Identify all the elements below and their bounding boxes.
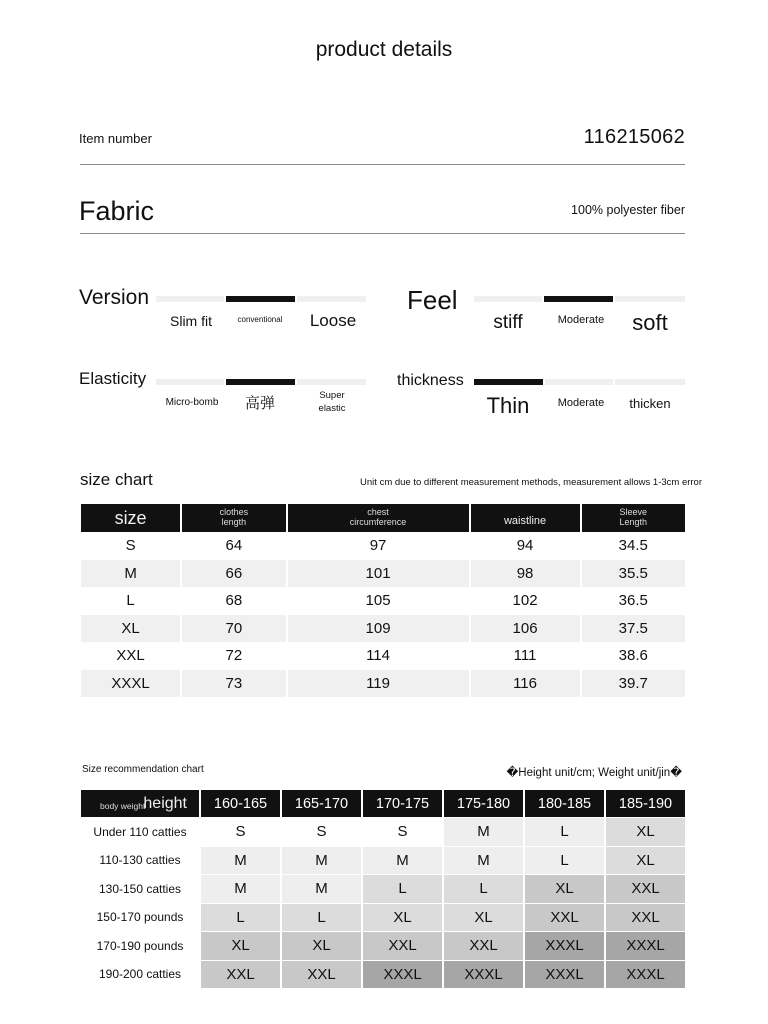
version-label: Version — [79, 286, 150, 309]
elasticity-scale-segment-3 — [297, 379, 366, 385]
measurement-cell: 66 — [182, 560, 285, 588]
recommended-size-cell: L — [444, 875, 523, 903]
divider — [80, 164, 685, 165]
recommended-size-cell: XXXL — [525, 932, 604, 960]
measurement-cell: 35.5 — [582, 560, 685, 588]
size-cell: S — [125, 537, 136, 555]
recommendation-table — [79, 789, 687, 989]
table-row — [81, 560, 685, 588]
elasticity-option-micro-bomb: Micro-bomb — [165, 397, 219, 408]
measurement-cell: 36.5 — [618, 592, 648, 610]
header-height-range: 160-165 — [201, 790, 280, 817]
item-number-label: Item number — [79, 131, 152, 146]
weight-range-label: 110-130 catties — [81, 847, 199, 875]
feel-option-soft: soft — [632, 310, 668, 335]
recommended-size-cell: XL — [525, 875, 604, 903]
measurement-cell: 34.5 — [618, 537, 648, 555]
fabric-value: 100% polyester fiber — [571, 203, 685, 217]
feel-scale-segment-1 — [474, 296, 542, 302]
thickness-option-moderate: Moderate — [557, 397, 605, 409]
table-row — [81, 642, 685, 670]
version-scale-segment-3 — [297, 296, 366, 302]
version-scale-segment-1 — [156, 296, 224, 302]
recommended-size-cell: XXL — [525, 904, 604, 932]
recommended-size-cell: XXXL — [363, 961, 442, 989]
elasticity-option-super-elastic: Super elastic — [318, 390, 346, 414]
table-row — [81, 587, 685, 615]
recommended-size-cell: XL — [282, 932, 361, 960]
size-chart-note: Unit cm due to different measurement methods, measurement allows 1-3cm error — [360, 477, 702, 488]
fabric-label: Fabric — [79, 196, 155, 226]
header-height-range: 165-170 — [282, 790, 361, 817]
recommended-size-cell: XL — [363, 904, 442, 932]
version-scale-segment-2 — [226, 296, 295, 302]
size-chart-title: size chart — [80, 470, 153, 489]
measurement-cell: 64 — [225, 537, 243, 555]
weight-range-label: Under 110 catties — [81, 818, 199, 846]
table-row — [81, 847, 685, 875]
recommended-size-cell: S — [282, 818, 361, 846]
table-row — [81, 532, 685, 560]
recommended-size-cell: L — [525, 847, 604, 875]
measurement-cell: 97 — [369, 537, 387, 555]
recommended-size-cell: XL — [606, 818, 685, 846]
measurement-cell: 39.7 — [582, 670, 685, 698]
feel-label: Feel — [407, 285, 458, 315]
measurement-cell: 38.6 — [618, 647, 648, 665]
recommended-size-cell: XL — [444, 904, 523, 932]
thickness-label: thickness — [397, 372, 464, 389]
version-option-loose: Loose — [309, 311, 357, 330]
item-number-value: 116215062 — [583, 126, 685, 148]
divider — [80, 233, 685, 234]
recommendation-note: �Height unit/cm; Weight unit/jin� — [506, 767, 682, 779]
recommended-size-cell: XXL — [282, 961, 361, 989]
thickness-option-thin: Thin — [486, 393, 530, 418]
measurement-cell: 106 — [471, 615, 580, 643]
recommended-size-cell: XL — [201, 932, 280, 960]
table-row — [81, 875, 685, 903]
recommended-size-cell: L — [282, 904, 361, 932]
recommended-size-cell: XXXL — [606, 932, 685, 960]
recommended-size-cell: M — [282, 875, 361, 903]
corner-height: height — [143, 794, 187, 812]
page-title: product details — [315, 38, 453, 61]
size-cell: XXXL — [81, 670, 180, 698]
recommended-size-cell: L — [201, 904, 280, 932]
measurement-cell: 101 — [288, 560, 469, 588]
size-chart-header-row — [81, 504, 685, 532]
recommended-size-cell: S — [201, 818, 280, 846]
recommended-size-cell: S — [363, 818, 442, 846]
recommended-size-cell: M — [201, 875, 280, 903]
recommended-size-cell: XXL — [606, 904, 685, 932]
measurement-cell: 37.5 — [582, 615, 685, 643]
measurement-cell: 73 — [182, 670, 285, 698]
size-cell: M — [81, 560, 180, 588]
version-option-slim-fit: Slim fit — [170, 313, 212, 329]
header-sleeve-length: Sleeve Length — [582, 504, 685, 532]
thickness-option-thicken: thicken — [629, 396, 671, 411]
measurement-cell: 119 — [288, 670, 469, 698]
weight-range-label: 150-170 pounds — [81, 904, 199, 932]
recommended-size-cell: L — [363, 875, 442, 903]
recommended-size-cell: XL — [606, 847, 685, 875]
measurement-cell: 114 — [366, 647, 390, 665]
thickness-scale-segment-1 — [474, 379, 543, 385]
table-row — [81, 932, 685, 960]
measurement-cell: 72 — [225, 647, 243, 665]
weight-range-label: 190-200 catties — [81, 961, 199, 989]
header-height-range: 185-190 — [606, 790, 685, 817]
recommended-size-cell: M — [201, 847, 280, 875]
version-option-conventional: conventional — [237, 315, 283, 324]
recommended-size-cell: L — [525, 818, 604, 846]
header-height-range: 175-180 — [444, 790, 523, 817]
measurement-cell: 116 — [471, 670, 580, 698]
header-height-range: 180-185 — [525, 790, 604, 817]
header-clothes-length: clothes length — [182, 504, 285, 532]
recommended-size-cell: XXL — [363, 932, 442, 960]
header-waistline: waistline — [471, 504, 580, 532]
recommended-size-cell: M — [282, 847, 361, 875]
feel-scale-segment-3 — [615, 296, 685, 302]
elasticity-scale-segment-2 — [226, 379, 295, 385]
measurement-cell: 105 — [365, 592, 391, 610]
recommended-size-cell: XXL — [201, 961, 280, 989]
header-height-range: 170-175 — [363, 790, 442, 817]
thickness-scale-segment-2 — [545, 379, 613, 385]
weight-range-label: 170-190 pounds — [81, 932, 199, 960]
recommended-size-cell: XXL — [606, 875, 685, 903]
measurement-cell: 109 — [288, 615, 469, 643]
header-chest-circumference: chest circumference — [288, 504, 469, 532]
elasticity-option-high: 高弹 — [244, 395, 275, 412]
measurement-cell: 94 — [516, 537, 534, 555]
thickness-scale-segment-3 — [615, 379, 685, 385]
table-row — [81, 670, 685, 698]
corner-body-weight: body weight — [100, 801, 146, 811]
feel-scale-segment-2 — [544, 296, 613, 302]
elasticity-scale-segment-1 — [156, 379, 224, 385]
size-cell: XL — [81, 615, 180, 643]
table-row — [81, 818, 685, 846]
measurement-cell: 70 — [182, 615, 285, 643]
weight-range-label: 130-150 catties — [81, 875, 199, 903]
recommended-size-cell: M — [363, 847, 442, 875]
measurement-cell: 98 — [471, 560, 580, 588]
recommended-size-cell: XXXL — [525, 961, 604, 989]
elasticity-label: Elasticity — [79, 369, 147, 388]
recommendation-title: Size recommendation chart — [82, 764, 204, 775]
recommended-size-cell: XXL — [444, 932, 523, 960]
header-corner — [81, 790, 199, 817]
size-cell: XXL — [116, 647, 145, 665]
recommended-size-cell: M — [444, 818, 523, 846]
measurement-cell: 68 — [225, 592, 243, 610]
table-row — [81, 615, 685, 643]
size-cell: L — [126, 592, 135, 610]
recommended-size-cell: XXXL — [606, 961, 685, 989]
recommendation-header-row — [81, 790, 685, 817]
table-row — [81, 961, 685, 989]
recommended-size-cell: XXXL — [444, 961, 523, 989]
table-row — [81, 904, 685, 932]
header-size: size — [81, 504, 180, 532]
recommended-size-cell: M — [444, 847, 523, 875]
feel-option-stiff: stiff — [493, 312, 523, 333]
feel-option-moderate: Moderate — [557, 314, 605, 326]
size-chart-table — [79, 504, 687, 697]
measurement-cell: 102 — [512, 592, 538, 610]
measurement-cell: 111 — [513, 647, 537, 665]
